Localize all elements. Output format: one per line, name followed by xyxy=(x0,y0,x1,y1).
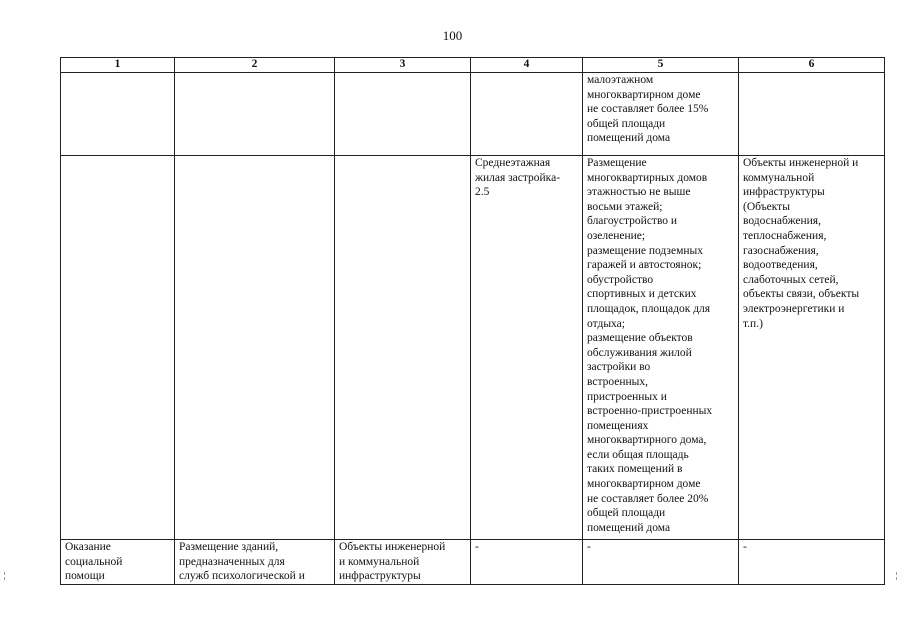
left-margin-mark xyxy=(4,572,11,580)
table-cell: - xyxy=(471,540,583,585)
header-row xyxy=(61,58,885,73)
table-cell: малоэтажном многоквартирном доме не составляет более 15% общей площади помещений дома xyxy=(583,73,739,156)
table-cell: Размещение зданий, предназначенных для служб психологической и xyxy=(175,540,335,585)
table-cell: Объекты инженерной и коммунальной инфраструктуры xyxy=(335,540,471,585)
table-cell xyxy=(61,73,175,156)
table-cell xyxy=(61,156,175,540)
right-margin-mark xyxy=(896,572,903,580)
header-col-2: 2 xyxy=(175,58,335,73)
table-cell: - xyxy=(583,540,739,585)
table-row xyxy=(61,540,885,585)
header-col-4: 4 xyxy=(471,58,583,73)
header-col-5: 5 xyxy=(583,58,739,73)
table-row xyxy=(61,156,885,540)
table-cell xyxy=(335,156,471,540)
table-row xyxy=(61,73,885,156)
table-cell xyxy=(175,156,335,540)
header-col-1: 1 xyxy=(61,58,175,73)
table-cell: Объекты инженерной и коммунальной инфраструктуры (Объекты водоснабжения, теплоснабжения, газоснабжения, водоотведения, слаботочных сетей, объекты связи, объекты электроэнергетики и т.п.) xyxy=(739,156,885,540)
table-cell: Среднеэтажная жилая застройка- 2.5 xyxy=(471,156,583,540)
table-cell xyxy=(471,73,583,156)
table-cell xyxy=(175,73,335,156)
regulations-table xyxy=(60,57,885,585)
page-number: 100 xyxy=(442,28,463,43)
header-col-3: 3 xyxy=(335,58,471,73)
table-cell xyxy=(335,73,471,156)
header-col-6: 6 xyxy=(739,58,885,73)
table-cell xyxy=(739,73,885,156)
table-cell: Оказание социальной помощи xyxy=(61,540,175,585)
table-cell: - xyxy=(739,540,885,585)
table-cell: Размещение многоквартирных домов этажностью не выше восьми этажей; благоустройство и озеленение; размещение подземных гаражей и автостоянок; обустройство спортивных и детских площадок, площадок для отдыха; размещение объектов обслуживания жилой застройки во встроенных, пристроенных и встроенно-пристроенных помещениях многоквартирного дома, если общая площадь таких помещений в многоквартирном доме не составляет более 20% общей площади помещений дома xyxy=(583,156,739,540)
